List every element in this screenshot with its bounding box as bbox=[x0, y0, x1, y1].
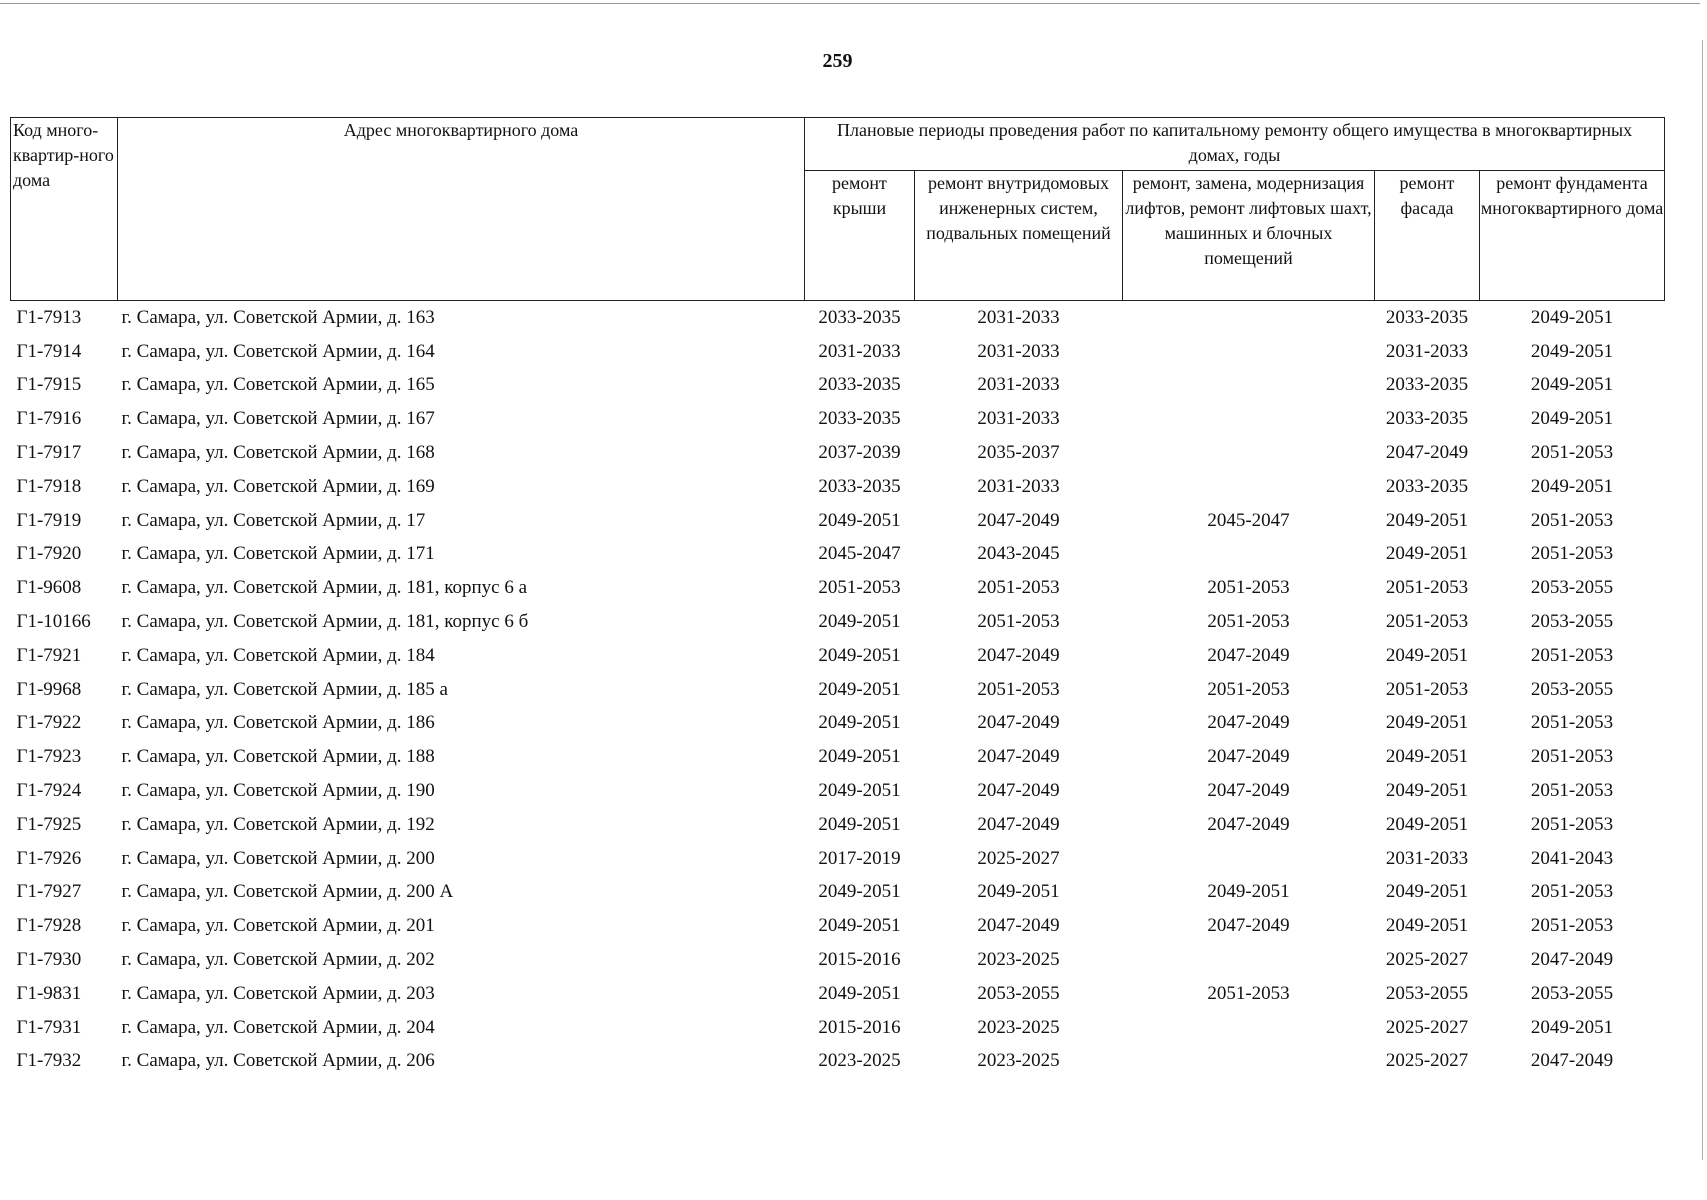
cell-foundation: 2049-2051 bbox=[1530, 340, 1614, 362]
cell-lifts: 2047-2049 bbox=[1207, 915, 1290, 937]
cell-facade: 2049-2051 bbox=[1385, 780, 1469, 802]
cell-facade: 2049-2051 bbox=[1385, 712, 1469, 734]
cell-engineering: 2031-2033 bbox=[977, 408, 1060, 430]
table-row bbox=[11, 301, 1665, 335]
cell-lifts bbox=[1123, 1011, 1375, 1045]
cell-lifts bbox=[1123, 301, 1375, 335]
cell-address: г. Самара, ул. Советской Армии, д. 200 А bbox=[121, 881, 454, 903]
cell-lifts: 2047-2049 bbox=[1207, 712, 1290, 734]
table-row bbox=[11, 707, 1665, 741]
cell-roof: 2049-2051 bbox=[818, 712, 901, 734]
table-row bbox=[11, 774, 1665, 808]
cell-lifts bbox=[1123, 369, 1375, 403]
cell-address: г. Самара, ул. Советской Армии, д. 167 bbox=[121, 408, 435, 430]
cell-engineering: 2047-2049 bbox=[977, 780, 1060, 802]
cell-foundation: 2053-2055 bbox=[1530, 611, 1614, 633]
table-row bbox=[11, 1011, 1665, 1045]
cell-address: г. Самара, ул. Советской Армии, д. 169 bbox=[121, 475, 435, 497]
cell-engineering: 2053-2055 bbox=[977, 982, 1060, 1004]
cell-lifts: 2047-2049 bbox=[1207, 644, 1290, 666]
table-row bbox=[11, 402, 1665, 436]
page-top-rule bbox=[0, 3, 1700, 4]
cell-engineering: 2043-2045 bbox=[977, 543, 1060, 565]
cell-foundation: 2051-2053 bbox=[1530, 881, 1614, 903]
cell-code: Г1-7913 bbox=[16, 306, 82, 328]
cell-roof: 2031-2033 bbox=[818, 340, 901, 362]
repair-schedule-table bbox=[10, 117, 1665, 1078]
cell-engineering: 2047-2049 bbox=[977, 712, 1060, 734]
table-body bbox=[11, 301, 1665, 1079]
cell-engineering: 2049-2051 bbox=[977, 881, 1060, 903]
cell-foundation: 2051-2053 bbox=[1530, 644, 1614, 666]
cell-code: Г1-9608 bbox=[16, 577, 82, 599]
cell-foundation: 2051-2053 bbox=[1530, 442, 1614, 464]
cell-lifts: 2049-2051 bbox=[1207, 881, 1290, 903]
cell-foundation: 2049-2051 bbox=[1530, 475, 1614, 497]
cell-foundation: 2051-2053 bbox=[1530, 746, 1614, 768]
cell-address: г. Самара, ул. Советской Армии, д. 164 bbox=[121, 340, 435, 362]
cell-engineering: 2051-2053 bbox=[977, 678, 1060, 700]
cell-roof: 2049-2051 bbox=[818, 780, 901, 802]
cell-lifts: 2051-2053 bbox=[1207, 611, 1290, 633]
cell-engineering: 2047-2049 bbox=[977, 644, 1060, 666]
cell-code: Г1-7914 bbox=[16, 340, 82, 362]
cell-code: Г1-7932 bbox=[16, 1050, 82, 1072]
cell-engineering: 2025-2027 bbox=[977, 847, 1060, 869]
header-facade: ремонт фасада bbox=[1375, 171, 1480, 301]
cell-engineering: 2035-2037 bbox=[977, 442, 1060, 464]
cell-roof: 2015-2016 bbox=[818, 1016, 901, 1038]
cell-code: Г1-7930 bbox=[16, 949, 82, 971]
cell-facade: 2051-2053 bbox=[1385, 577, 1469, 599]
header-code: Код много-квартир-ного дома bbox=[11, 118, 118, 301]
cell-engineering: 2047-2049 bbox=[977, 509, 1060, 531]
cell-foundation: 2047-2049 bbox=[1530, 949, 1614, 971]
cell-engineering: 2051-2053 bbox=[977, 577, 1060, 599]
cell-roof: 2033-2035 bbox=[818, 306, 901, 328]
cell-address: г. Самара, ул. Советской Армии, д. 184 bbox=[121, 644, 435, 666]
cell-foundation: 2049-2051 bbox=[1530, 306, 1614, 328]
cell-address: г. Самара, ул. Советской Армии, д. 163 bbox=[121, 306, 435, 328]
cell-roof: 2049-2051 bbox=[818, 881, 901, 903]
cell-code: Г1-10166 bbox=[16, 611, 91, 633]
cell-foundation: 2051-2053 bbox=[1530, 915, 1614, 937]
cell-foundation: 2053-2055 bbox=[1530, 982, 1614, 1004]
cell-roof: 2023-2025 bbox=[818, 1050, 901, 1072]
cell-code: Г1-7922 bbox=[16, 712, 82, 734]
cell-lifts bbox=[1123, 1045, 1375, 1079]
cell-roof: 2049-2051 bbox=[818, 982, 901, 1004]
cell-address: г. Самара, ул. Советской Армии, д. 181, корпус 6 б bbox=[121, 611, 529, 633]
table-row bbox=[11, 673, 1665, 707]
cell-foundation: 2051-2053 bbox=[1530, 543, 1614, 565]
cell-engineering: 2047-2049 bbox=[977, 813, 1060, 835]
cell-engineering: 2023-2025 bbox=[977, 949, 1060, 971]
cell-lifts bbox=[1123, 842, 1375, 876]
cell-foundation: 2051-2053 bbox=[1530, 780, 1614, 802]
cell-foundation: 2051-2053 bbox=[1530, 813, 1614, 835]
cell-facade: 2049-2051 bbox=[1385, 644, 1469, 666]
cell-engineering: 2031-2033 bbox=[977, 475, 1060, 497]
cell-address: г. Самара, ул. Советской Армии, д. 200 bbox=[121, 847, 435, 869]
cell-roof: 2049-2051 bbox=[818, 611, 901, 633]
cell-lifts: 2047-2049 bbox=[1207, 746, 1290, 768]
table-row bbox=[11, 436, 1665, 470]
cell-code: Г1-7917 bbox=[16, 442, 82, 464]
cell-engineering: 2031-2033 bbox=[977, 340, 1060, 362]
cell-facade: 2049-2051 bbox=[1385, 915, 1469, 937]
cell-foundation: 2051-2053 bbox=[1530, 712, 1614, 734]
cell-roof: 2033-2035 bbox=[818, 475, 901, 497]
cell-facade: 2025-2027 bbox=[1385, 949, 1469, 971]
table-row bbox=[11, 909, 1665, 943]
cell-engineering: 2031-2033 bbox=[977, 374, 1060, 396]
table-row bbox=[11, 842, 1665, 876]
cell-lifts: 2047-2049 bbox=[1207, 780, 1290, 802]
cell-roof: 2049-2051 bbox=[818, 915, 901, 937]
cell-code: Г1-7927 bbox=[16, 881, 82, 903]
cell-lifts: 2045-2047 bbox=[1207, 509, 1290, 531]
cell-code: Г1-7924 bbox=[16, 780, 82, 802]
page-right-rule bbox=[1702, 40, 1703, 1160]
cell-lifts: 2051-2053 bbox=[1207, 982, 1290, 1004]
cell-lifts: 2047-2049 bbox=[1207, 813, 1290, 835]
cell-engineering: 2047-2049 bbox=[977, 746, 1060, 768]
cell-roof: 2049-2051 bbox=[818, 746, 901, 768]
cell-address: г. Самара, ул. Советской Армии, д. 201 bbox=[121, 915, 435, 937]
cell-roof: 2033-2035 bbox=[818, 374, 901, 396]
cell-roof: 2049-2051 bbox=[818, 509, 901, 531]
cell-engineering: 2031-2033 bbox=[977, 306, 1060, 328]
cell-code: Г1-7918 bbox=[16, 475, 82, 497]
cell-lifts bbox=[1123, 436, 1375, 470]
cell-foundation: 2049-2051 bbox=[1530, 374, 1614, 396]
cell-code: Г1-7931 bbox=[16, 1016, 82, 1038]
cell-roof: 2045-2047 bbox=[818, 543, 901, 565]
cell-foundation: 2053-2055 bbox=[1530, 678, 1614, 700]
table-row bbox=[11, 369, 1665, 403]
cell-foundation: 2051-2053 bbox=[1530, 509, 1614, 531]
cell-code: Г1-7916 bbox=[16, 408, 82, 430]
table-row bbox=[11, 740, 1665, 774]
cell-address: г. Самара, ул. Советской Армии, д. 171 bbox=[121, 543, 435, 565]
cell-address: г. Самара, ул. Советской Армии, д. 181, корпус 6 а bbox=[121, 577, 528, 599]
cell-roof: 2049-2051 bbox=[818, 813, 901, 835]
table-row bbox=[11, 876, 1665, 910]
cell-facade: 2033-2035 bbox=[1385, 374, 1469, 396]
cell-facade: 2033-2035 bbox=[1385, 408, 1469, 430]
cell-roof: 2033-2035 bbox=[818, 408, 901, 430]
cell-address: г. Самара, ул. Советской Армии, д. 206 bbox=[121, 1050, 435, 1072]
cell-engineering: 2023-2025 bbox=[977, 1050, 1060, 1072]
header-address: Адрес многоквартирного дома bbox=[118, 118, 805, 301]
cell-facade: 2033-2035 bbox=[1385, 306, 1469, 328]
page-number: 259 bbox=[822, 50, 853, 72]
cell-address: г. Самара, ул. Советской Армии, д. 192 bbox=[121, 813, 435, 835]
header-foundation: ремонт фундамента многоквартирного дома bbox=[1480, 171, 1665, 301]
cell-lifts bbox=[1123, 402, 1375, 436]
cell-code: Г1-9968 bbox=[16, 678, 82, 700]
table-row bbox=[11, 808, 1665, 842]
cell-code: Г1-7920 bbox=[16, 543, 82, 565]
cell-foundation: 2047-2049 bbox=[1530, 1050, 1614, 1072]
table-row bbox=[11, 504, 1665, 538]
table-row bbox=[11, 470, 1665, 504]
table-row bbox=[11, 943, 1665, 977]
cell-engineering: 2051-2053 bbox=[977, 611, 1060, 633]
table-row bbox=[11, 538, 1665, 572]
cell-foundation: 2049-2051 bbox=[1530, 1016, 1614, 1038]
cell-lifts bbox=[1123, 470, 1375, 504]
cell-facade: 2051-2053 bbox=[1385, 611, 1469, 633]
header-periods: Плановые периоды проведения работ по капитальному ремонту общего имущества в многоквартирных домах, годы bbox=[805, 118, 1665, 171]
cell-code: Г1-9831 bbox=[16, 982, 82, 1004]
cell-roof: 2049-2051 bbox=[818, 678, 901, 700]
cell-lifts: 2051-2053 bbox=[1207, 577, 1290, 599]
cell-engineering: 2023-2025 bbox=[977, 1016, 1060, 1038]
cell-facade: 2031-2033 bbox=[1385, 847, 1469, 869]
header-lifts: ремонт, замена, модернизация лифтов, ремонт лифтовых шахт, машинных и блочных помещений bbox=[1123, 171, 1375, 301]
cell-roof: 2051-2053 bbox=[818, 577, 901, 599]
cell-lifts: 2051-2053 bbox=[1207, 678, 1290, 700]
cell-facade: 2049-2051 bbox=[1385, 881, 1469, 903]
cell-roof: 2015-2016 bbox=[818, 949, 901, 971]
cell-address: г. Самара, ул. Советской Армии, д. 165 bbox=[121, 374, 435, 396]
cell-code: Г1-7926 bbox=[16, 847, 82, 869]
cell-facade: 2033-2035 bbox=[1385, 475, 1469, 497]
cell-address: г. Самара, ул. Советской Армии, д. 203 bbox=[121, 982, 435, 1004]
cell-code: Г1-7919 bbox=[16, 509, 82, 531]
header-roof: ремонт крыши bbox=[805, 171, 915, 301]
table-row bbox=[11, 605, 1665, 639]
cell-code: Г1-7915 bbox=[16, 374, 82, 396]
cell-address: г. Самара, ул. Советской Армии, д. 190 bbox=[121, 780, 435, 802]
cell-facade: 2047-2049 bbox=[1385, 442, 1469, 464]
cell-roof: 2037-2039 bbox=[818, 442, 901, 464]
cell-code: Г1-7928 bbox=[16, 915, 82, 937]
cell-lifts bbox=[1123, 335, 1375, 369]
cell-code: Г1-7921 bbox=[16, 644, 82, 666]
table-row bbox=[11, 571, 1665, 605]
cell-address: г. Самара, ул. Советской Армии, д. 185 а bbox=[121, 678, 448, 700]
cell-lifts bbox=[1123, 538, 1375, 572]
cell-code: Г1-7923 bbox=[16, 746, 82, 768]
table-row bbox=[11, 639, 1665, 673]
table-row bbox=[11, 977, 1665, 1011]
cell-address: г. Самара, ул. Советской Армии, д. 202 bbox=[121, 949, 435, 971]
cell-address: г. Самара, ул. Советской Армии, д. 188 bbox=[121, 746, 435, 768]
cell-foundation: 2041-2043 bbox=[1530, 847, 1614, 869]
table-row bbox=[11, 335, 1665, 369]
cell-facade: 2049-2051 bbox=[1385, 509, 1469, 531]
cell-address: г. Самара, ул. Советской Армии, д. 204 bbox=[121, 1016, 435, 1038]
cell-facade: 2025-2027 bbox=[1385, 1050, 1469, 1072]
cell-facade: 2049-2051 bbox=[1385, 813, 1469, 835]
cell-facade: 2051-2053 bbox=[1385, 678, 1469, 700]
cell-facade: 2025-2027 bbox=[1385, 1016, 1469, 1038]
header-engineering: ремонт внутридомовых инженерных систем, подвальных помещений bbox=[915, 171, 1123, 301]
table-header bbox=[11, 118, 1665, 301]
cell-facade: 2031-2033 bbox=[1385, 340, 1469, 362]
cell-facade: 2053-2055 bbox=[1385, 982, 1469, 1004]
cell-engineering: 2047-2049 bbox=[977, 915, 1060, 937]
cell-address: г. Самара, ул. Советской Армии, д. 186 bbox=[121, 712, 435, 734]
cell-roof: 2049-2051 bbox=[818, 644, 901, 666]
table-row bbox=[11, 1045, 1665, 1079]
cell-facade: 2049-2051 bbox=[1385, 543, 1469, 565]
cell-address: г. Самара, ул. Советской Армии, д. 17 bbox=[121, 509, 426, 531]
cell-lifts bbox=[1123, 943, 1375, 977]
cell-foundation: 2053-2055 bbox=[1530, 577, 1614, 599]
cell-code: Г1-7925 bbox=[16, 813, 82, 835]
cell-address: г. Самара, ул. Советской Армии, д. 168 bbox=[121, 442, 435, 464]
cell-facade: 2049-2051 bbox=[1385, 746, 1469, 768]
cell-foundation: 2049-2051 bbox=[1530, 408, 1614, 430]
cell-roof: 2017-2019 bbox=[818, 847, 901, 869]
